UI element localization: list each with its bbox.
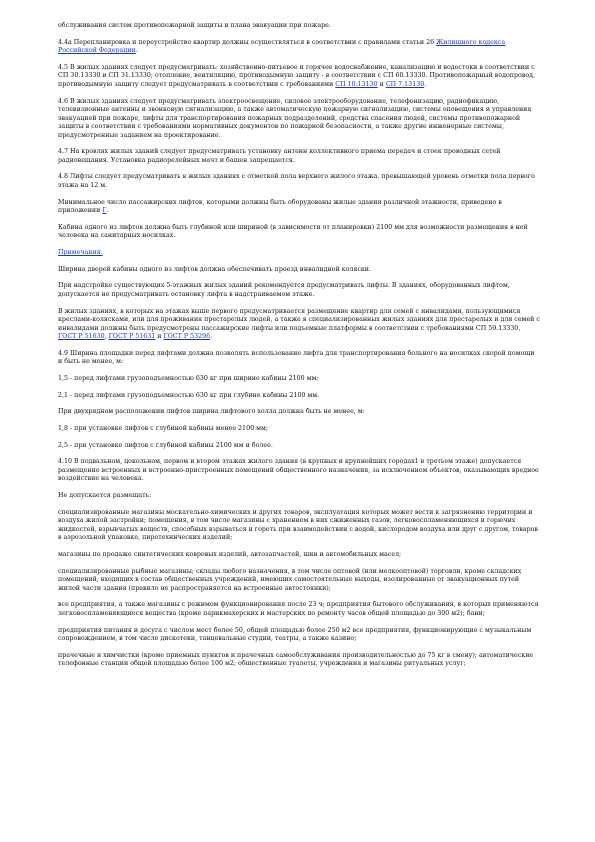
- paragraph: [58, 375, 540, 384]
- paragraph-text: специализированные рыбные магазины; склады любого назначения, в том числе оптовой (или мелкооптовой) торговли, кроме складских помещений, входящих в состав общественных учреждений, имеющих самостоятельные выходы, изолированные от эвакуационных путей жилой части здания (правило не распространяется на встроенные автостоянки);: [58, 567, 522, 592]
- paragraph-text: Минимальное число пассажирских лифтов, которыми должны быть оборудованы жилые здания различной этажности, приведено в приложении: [58, 198, 502, 215]
- paragraph-text: 2,5 - при установке лифтов с глубиной кабины 2100 мм и более.: [58, 441, 273, 449]
- paragraph-text: 4.8 Лифты следует предусматривать в жилых зданиях с отметкой пола верхнего жилого этажа, превышающей уровень отметки пола первого этажа на 12 м.: [58, 173, 535, 189]
- paragraph: [58, 408, 540, 417]
- paragraph: [58, 22, 540, 31]
- document-link[interactable]: ГОСТ Р 51630: [58, 333, 105, 341]
- paragraph: [58, 199, 540, 216]
- paragraph: [58, 458, 540, 484]
- paragraph-text: 1,8 - при установке лифтов с глубиной кабины менее 2100 мм;: [58, 425, 268, 432]
- paragraph: [58, 601, 540, 618]
- paragraph-text: 4.5 В жилых зданиях следует предусматривать: хозяйственно-питьевое и горячее водоснабжение, канализацию и водостоки в соответствии с СП 30.13330 и СП 31.13330; отопление, вентиляцию, противодымную защиту - в соответствии с СП 60.13330. Противопожарный водопровод, противодымную защиту следует предусматривать в соответствии с требованиями: [58, 63, 536, 88]
- paragraph: [58, 282, 540, 299]
- document-link[interactable]: Жилищного кодекса Российской Федерации: [58, 38, 506, 55]
- paragraph-text: прачечные и химчистки (кроме приемных пунктов и прачечных самообслуживания производительностью до 75 кг в смену); автоматические телефонные станции общей площадью более 100 м2; общественные туалеты, учреждения и магазины ритуальных услуг;: [58, 651, 534, 668]
- paragraph-text: и: [155, 333, 164, 341]
- paragraph: [58, 509, 540, 543]
- paragraph: [58, 64, 540, 90]
- paragraph-text: .: [106, 207, 109, 215]
- paragraph-text: .: [210, 333, 213, 341]
- paragraph-text: .: [424, 80, 427, 88]
- paragraph-text: специализированные магазины москательно-химических и других товаров, эксплуатация которых может вести к загрязнению территории и воздуха жилой застройки; помещения, в том числе магазины с хранением в них сжиженных газов, легковоспламеняющихся и горючих жидкостей, взрывчатых веществ, способных взрываться и гореть при взаимодействии с водой, кислородом воздуха или друг с другом, товаров в аэрозольной упаковке, пиротехнических изделий;: [58, 508, 538, 542]
- paragraph: [58, 98, 540, 141]
- paragraph: [58, 492, 540, 501]
- paragraph: [58, 224, 540, 241]
- paragraph-text: Кабина одного из лифтов должна быть глубиной или шириной (в зависимости от планировки) 2100 мм для возможности размещения в ней человека на санитарных носилках.: [58, 223, 528, 240]
- paragraph-text: При надстройке существующих 5-этажных жилых зданий рекомендуется предусматривать лифты. В зданиях, оборудованных лифтом, допускается не предусматривать остановку лифта в надстраиваемом этаже.: [58, 282, 510, 298]
- document-link[interactable]: Г: [102, 207, 107, 215]
- paragraph-text: Ширина дверей кабины одного из лифтов должна обеспечивать проезд инвалидной коляски.: [58, 265, 371, 273]
- paragraph: [58, 148, 540, 165]
- paragraph-text: Не допускается размещать:: [58, 492, 152, 500]
- paragraph: [58, 308, 540, 342]
- paragraph-text: 4.10 В подвальном, цокольном, первом и втором этажах жилого здания (в крупных и крупнейших городах1 в третьем этаже) допускается размещение встроенных и встроенно-пристроенных помещений общественного назначения, за исключением объектов, оказывающих вредное воздействие на человека.: [58, 458, 539, 483]
- paragraph-text: обслуживания систем противопожарной защиты и плана эвакуации при пожаре.: [58, 22, 331, 29]
- paragraph: [58, 249, 540, 258]
- paragraph-text: все предприятия, а также магазины с режимом функционирования после 23 ч; предприятия бытового обслуживания, в которых применяются легковоспламеняющиеся вещества (кроме парикмахерских и мастерских по ремонту часов общей площадью до 300 м2); бани;: [58, 601, 539, 617]
- document-link[interactable]: ГОСТ Р 51631: [108, 333, 156, 341]
- paragraph: [58, 39, 540, 56]
- paragraph: [58, 173, 540, 190]
- paragraph-text: 4.4а Перепланировка и переустройство квартир должны осуществляться в соответствии с правилами статьи 26: [58, 38, 437, 46]
- paragraph-text: При двухрядном расположении лифтов ширина лифтового холла должна быть не менее, м:: [58, 408, 365, 416]
- paragraph-text: 1,5 - перед лифтами грузоподъемностью 630 кг при ширине кабины 2100 мм;: [58, 374, 319, 382]
- document-link[interactable]: СП 10.13130: [335, 80, 378, 88]
- paragraph-text: 4.9 Ширина площадки перед лифтами должна позволять использование лифта для транспортирования больного на носилках скорой помощи и быть не менее, м:: [58, 349, 535, 366]
- paragraph-text: В жилых зданиях, в которых на этажах выше первого предусматривается размещение квартир для семей с инвалидами, пользующимися креслами-колясками, или для проживания престарелых людей, а также в специализированных жилых зданиях для престарелых и для семей с инвалидами должны быть предусмотрены пассажирские лифты или подъемные платформы в соответствии с требованиями СП 59.13330,: [58, 307, 540, 332]
- document-link[interactable]: Примечания.: [58, 249, 103, 256]
- document-body: [58, 22, 540, 677]
- paragraph-text: .: [135, 47, 138, 55]
- paragraph-text: магазины по продаже синтетических ковровых изделий, автозапчастей, шин и автомобильных масел;: [58, 550, 402, 558]
- paragraph-text: предприятия питания и досуга с числом мест более 50, общей площадью более 250 м2 все предприятия, функционирующие с музыкальным сопровождением, в том числе дискотеки, танцевальные студии, театры, а также казино;: [58, 626, 532, 642]
- paragraph: [58, 425, 540, 434]
- paragraph: [58, 551, 540, 560]
- paragraph: [58, 392, 540, 401]
- paragraph: [58, 350, 540, 367]
- document-link[interactable]: ГОСТ Р 53296: [163, 333, 211, 341]
- document-link[interactable]: СП 7.13130: [385, 80, 425, 88]
- paragraph-text: 4.6 В жилых зданиях следует предусматривать электроосвещение, силовое электрооборудование, телефонизацию, радиофикацию, телевизионные антенны и звонковую сигнализацию, а также автоматическую пожарную сигнализацию, системы оповещения и управления эвакуацией при пожаре, лифты для транспортирования пожарных подразделений, средства спасения людей, системы противопожарной защиты в соответствии с требованиями нормативных документов по пожарной безопасности, а также другие инженерные системы, предусмотренные заданием на проектирование.: [58, 97, 532, 139]
- paragraph-text: 4.7 На кровлях жилых зданий следует предусматривать установку антенн коллективного приема передач и стоек проводных сетей радиовещания. Установка радиорелейных мачт и башен запрещается.: [58, 148, 501, 164]
- paragraph: [58, 627, 540, 644]
- paragraph: [58, 568, 540, 594]
- paragraph-text: и: [377, 80, 386, 88]
- paragraph: [58, 266, 540, 275]
- paragraph-text: ,: [104, 333, 109, 341]
- paragraph: [58, 652, 540, 669]
- paragraph: [58, 442, 540, 451]
- paragraph-text: 2,1 - перед лифтами грузоподъемностью 630 кг при глубине кабины 2100 мм.: [58, 391, 320, 399]
